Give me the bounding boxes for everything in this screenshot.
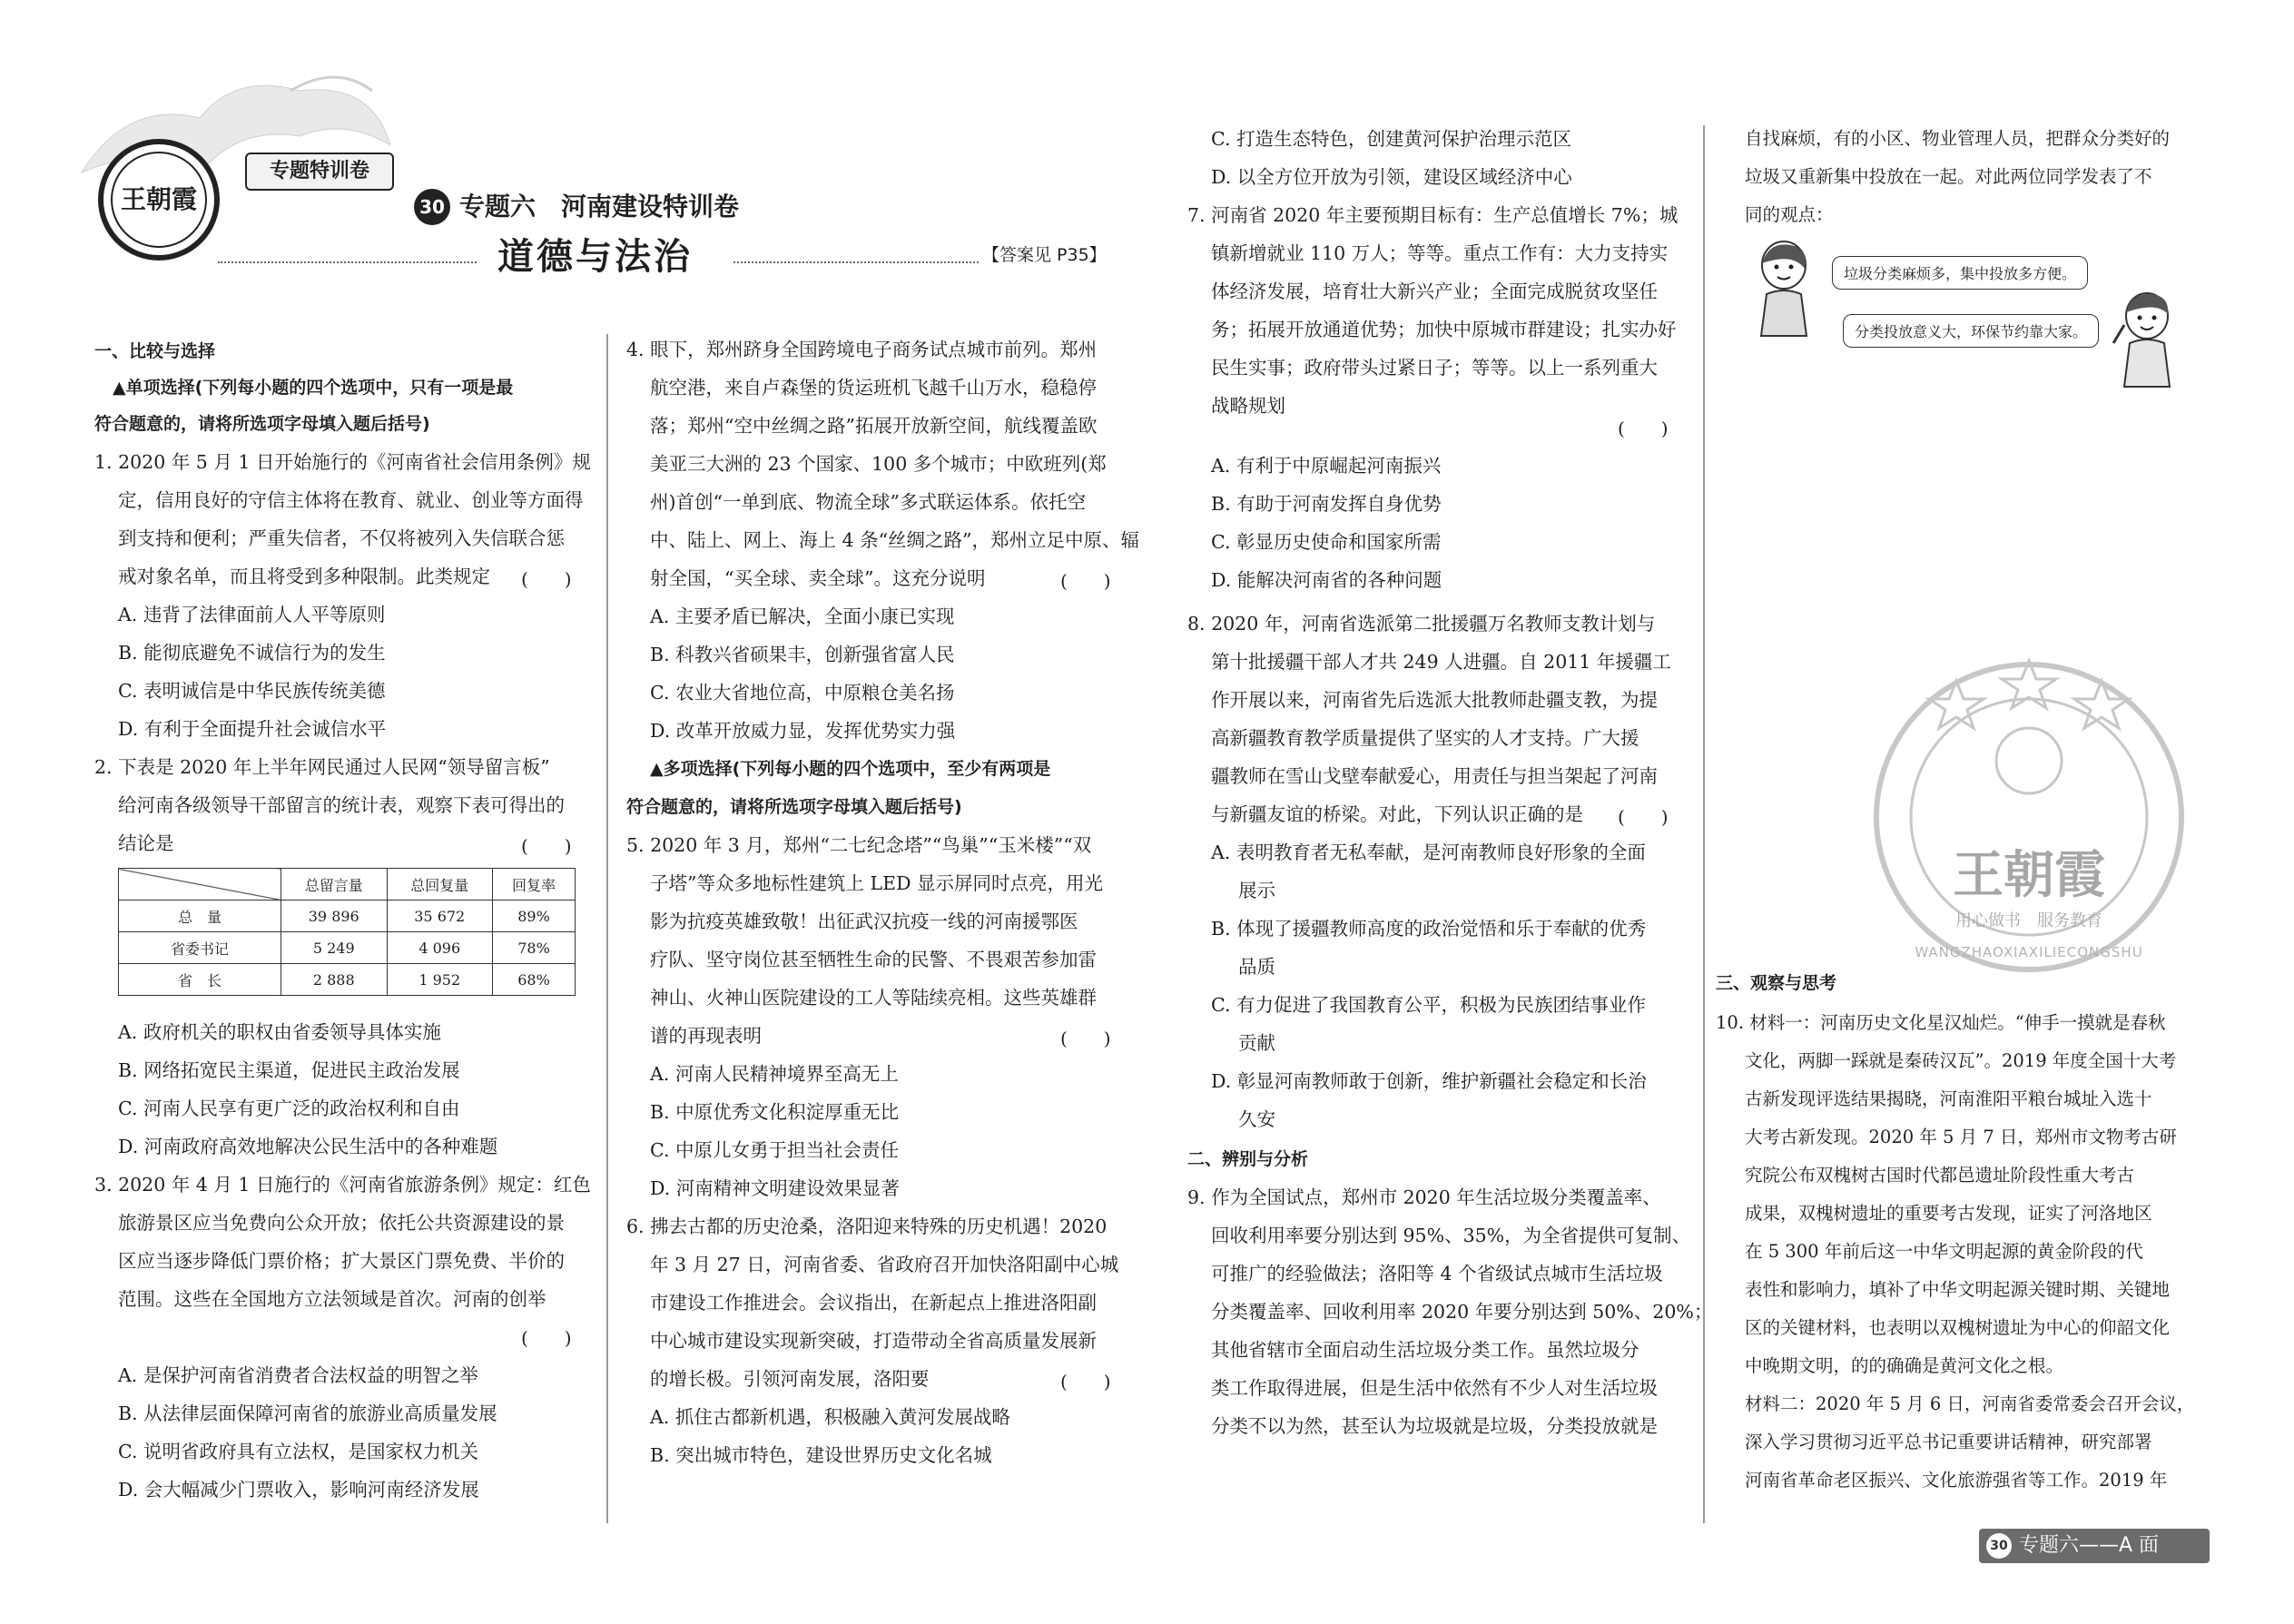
- question-text: 与新疆友谊的桥梁。对此，下列认识正确的是: [1211, 803, 1583, 825]
- option: B. 网络拓宽民主渠道，促进民主政治发展: [118, 1059, 460, 1081]
- table-cell: 1 952: [387, 964, 493, 996]
- answer-bracket[interactable]: ( ): [521, 835, 572, 857]
- option: 贡献: [1238, 1032, 1275, 1054]
- option: B. 科教兴省硕果丰，创新强省富人民: [650, 644, 955, 665]
- option: A. 是保护河南省消费者合法权益的明智之举: [118, 1364, 478, 1386]
- question-text: 中心城市建设实现新突破，打造带动全省高质量发展新: [650, 1330, 1097, 1352]
- table-cell: 78%: [493, 932, 576, 964]
- question-text: 究院公布双槐树古国时代都邑遗址阶段性重大考古: [1745, 1165, 2135, 1186]
- question-text: 分类覆盖率、回收利用率 2020 年要分别达到 50%、20%；: [1211, 1301, 1713, 1323]
- question-text: 民生实事；政府带头过紧日子；等等。以上一系列重大: [1211, 357, 1658, 379]
- question-text: 美亚三大洲的 23 个国家、100 多个城市；中欧班列(郑: [650, 453, 1107, 475]
- question-text: 4. 眼下，郑州跻身全国跨境电子商务试点城市前列。郑州: [626, 339, 1098, 360]
- option: A. 抓住古都新机遇，积极融入黄河发展战略: [650, 1406, 1010, 1428]
- answer-bracket[interactable]: ( ): [1618, 418, 1669, 439]
- question-text: 体经济发展，培育壮大新兴产业；全面完成脱贫攻坚任: [1211, 281, 1658, 302]
- option: D. 有利于全面提升社会诚信水平: [118, 718, 387, 740]
- option: C. 农业大省地位高，中原粮仓美名扬: [650, 682, 955, 704]
- option: A. 违背了法律面前人人平等原则: [118, 604, 386, 625]
- question-text: 第十批援疆干部人才共 249 人进疆。自 2011 年援疆工: [1211, 651, 1671, 673]
- question-text: 同的观点：: [1745, 204, 1834, 225]
- question-text: 中、陆上、网上、海上 4 条“丝绸之路”，郑州立足中原、辐: [650, 529, 1140, 551]
- question-text: 结论是: [118, 832, 174, 854]
- answer-bracket[interactable]: ( ): [521, 1327, 572, 1349]
- question-text: 疗队、坚守岗位甚至牺牲生命的民警、不畏艰苦参加雷: [650, 949, 1097, 970]
- question-text: 2. 下表是 2020 年上半年网民通过人民网“领导留言板”: [94, 756, 550, 778]
- section-heading: 一、比较与选择: [94, 341, 216, 361]
- answer-bracket[interactable]: ( ): [521, 568, 572, 590]
- question-text: 的增长极。引领河南发展，洛阳要: [650, 1368, 930, 1390]
- speech-bubble: 垃圾分类麻烦多，集中投放多方便。: [1832, 256, 2088, 290]
- question-text: 高新疆教育教学质量提供了坚实的人才支持。广大援: [1211, 727, 1639, 749]
- question-text: 文化，两脚一踩就是秦砖汉瓦”。2019 年度全国十大考: [1745, 1050, 2177, 1071]
- question-text: 类工作取得进展，但是生活中依然有不少人对生活垃圾: [1211, 1377, 1658, 1399]
- footer-label: 专题六——A 面: [2019, 1534, 2160, 1557]
- brand-watermark-seal: [1866, 654, 2192, 980]
- dotted-rule-left: [218, 261, 477, 263]
- table-cell: 总 量: [119, 901, 281, 932]
- option: C. 表明诚信是中华民族传统美德: [118, 680, 386, 702]
- question-text: 大考古新发现。2020 年 5 月 7 日，郑州市文物考古研: [1745, 1127, 2177, 1147]
- option: 久安: [1238, 1108, 1275, 1130]
- option: C. 打造生态特色，创建黄河保护治理示范区: [1211, 128, 1571, 150]
- page-footer: [1979, 1529, 2210, 1563]
- topic-number-badge: 30: [414, 189, 450, 225]
- table-header: 回复率: [493, 869, 576, 901]
- question-text: 分类不以为然，甚至认为垃圾就是垃圾，分类投放就是: [1211, 1415, 1658, 1437]
- question-text: 给河南各级领导干部留言的统计表，观察下表可得出的: [118, 794, 565, 816]
- question-text: 10. 材料一：河南历史文化星汉灿烂。“伸手一摸就是春秋: [1716, 1012, 2166, 1033]
- badge-label: 专题特训卷: [245, 153, 394, 191]
- question-text: 市建设工作推进会。会议指出，在新起点上推进洛阳副: [650, 1292, 1097, 1314]
- option: B. 中原优秀文化积淀厚重无比: [650, 1101, 900, 1123]
- answer-bracket[interactable]: ( ): [1618, 806, 1669, 828]
- answer-reference: 【答案见 P35】: [982, 245, 1107, 265]
- option: 品质: [1238, 956, 1275, 978]
- question-text: 年 3 月 27 日，河南省委、省政府召开加快洛阳副中心城: [650, 1254, 1119, 1275]
- speech-bubble: 分类投放意义大，环保节约靠大家。: [1843, 314, 2099, 348]
- table-cell: 4 096: [387, 932, 493, 964]
- student-boy-illustration: [2106, 289, 2188, 389]
- table-row: [119, 901, 576, 932]
- option: A. 政府机关的职权由省委领导具体实施: [118, 1021, 441, 1043]
- question-text: 影为抗疫英雄致敬！出征武汉抗疫一线的河南援鄂医: [650, 910, 1078, 932]
- table-cell: 89%: [493, 901, 576, 932]
- answer-bracket[interactable]: ( ): [1060, 1371, 1111, 1393]
- table-row: [119, 964, 576, 996]
- question-text: 射全国，“买全球、卖全球”。这充分说明: [650, 567, 986, 589]
- table-header: 总回复量: [387, 869, 493, 901]
- option: B. 突出城市特色，建设世界历史文化名城: [650, 1444, 992, 1466]
- table-corner-cell: [119, 869, 281, 901]
- table-cell: 2 888: [281, 964, 388, 996]
- option: D. 河南精神文明建设效果显著: [650, 1177, 900, 1199]
- option: C. 河南人民享有更广泛的政治权利和自由: [118, 1097, 460, 1119]
- question-text: 镇新增就业 110 万人；等等。重点工作有：大力支持实: [1211, 242, 1669, 264]
- option: B. 体现了援疆教师高度的政治觉悟和乐于奉献的优秀: [1211, 918, 1647, 940]
- question-text: 5. 2020 年 3 月，郑州“二七纪念塔”“鸟巢”“玉米楼”“双: [626, 834, 1092, 856]
- option: A. 表明教育者无私奉献，是河南教师良好形象的全面: [1211, 842, 1646, 863]
- question-text: 垃圾又重新集中投放在一起。对此两位同学发表了不: [1745, 166, 2152, 187]
- table-cell: 39 896: [281, 901, 388, 932]
- instruction: ▲单项选择(下列每小题的四个选项中，只有一项是最: [113, 378, 514, 398]
- question-text: 落；郑州“空中丝绸之路”拓展开放新空间，航线覆盖欧: [650, 415, 1098, 437]
- question-text: 在 5 300 年前后这一中华文明起源的黄金阶段的代: [1745, 1241, 2143, 1262]
- option: D. 会大幅减少门票收入，影响河南经济发展: [118, 1479, 479, 1501]
- answer-bracket[interactable]: ( ): [1060, 1028, 1111, 1049]
- option: C. 说明省政府具有立法权，是国家权力机关: [118, 1441, 478, 1462]
- question-text: 区的关键材料，也表明以双槐树遗址为中心的仰韶文化: [1745, 1317, 2171, 1338]
- question-text: 戒对象名单，而且将受到多种限制。此类规定: [118, 566, 490, 587]
- question-text: 深入学习贯彻习近平总书记重要讲话精神，研究部署: [1745, 1432, 2152, 1452]
- column-divider: [606, 334, 608, 1523]
- question-text: 区应当逐步降低门票价格；扩大景区门票免费、半价的: [118, 1250, 565, 1272]
- question-text: 范围。这些在全国地方立法领域是首次。河南的创举: [118, 1288, 546, 1310]
- option: D. 以全方位开放为引领，建设区域经济中心: [1211, 166, 1572, 188]
- table-cell: 5 249: [281, 932, 388, 964]
- question-text: 9. 作为全国试点，郑州市 2020 年生活垃圾分类覆盖率、: [1187, 1186, 1661, 1208]
- student-girl-illustration: [1743, 238, 1825, 338]
- question-text: 可推广的经验做法；洛阳等 4 个省级试点城市生活垃圾: [1211, 1263, 1663, 1284]
- question-text: 中晚期文明，的的确确是黄河文化之根。: [1745, 1355, 2064, 1376]
- watermark-ring-text: WANGZHAOXIAXILIECONGSHU: [1915, 944, 2143, 960]
- option: D. 能解决河南省的各种问题: [1211, 569, 1442, 591]
- question-text: 作开展以来，河南省先后选派大批教师赴疆支教，为提: [1211, 689, 1658, 711]
- option: A. 主要矛盾已解决，全面小康已实现: [650, 605, 955, 627]
- option: B. 从法律层面保障河南省的旅游业高质量发展: [118, 1403, 497, 1424]
- question-text: 航空港，来自卢森堡的货运班机飞越千山万水，稳稳停: [650, 377, 1097, 399]
- question-text: 8. 2020 年，河南省选派第二批援疆万名教师支教计划与: [1187, 613, 1656, 635]
- option: D. 改革开放威力显，发挥优势实力强: [650, 720, 956, 742]
- table-cell: 省委书记: [119, 932, 281, 964]
- instruction: 符合题意的，请将所选项字母填入题后括号): [94, 414, 430, 434]
- answer-bracket[interactable]: ( ): [1060, 570, 1111, 592]
- question-text: 神山、火神山医院建设的工人等陆续亮相。这些英雄群: [650, 987, 1097, 1009]
- question-text: 表性和影响力，填补了中华文明起源关键时期、关键地: [1745, 1279, 2171, 1300]
- question-text: 6. 拂去古都的历史沧桑，洛阳迎来特殊的历史机遇！2020: [626, 1216, 1108, 1237]
- footer-number-badge: 30: [1986, 1533, 2012, 1559]
- subject-title: 道德与法治: [497, 236, 693, 278]
- question-text: 到支持和便利；严重失信者，不仅将被列入失信联合惩: [118, 527, 565, 549]
- table-header: 总留言量: [281, 869, 388, 901]
- option: C. 彰显历史使命和国家所需: [1211, 531, 1442, 553]
- question-text: 谱的再现表明: [650, 1025, 762, 1047]
- question-text: 1. 2020 年 5 月 1 日开始施行的《河南省社会信用条例》规: [94, 451, 591, 473]
- question-text: 务；拓展开放通道优势；加快中原城市群建设；扎实办好: [1211, 319, 1677, 340]
- question-text: 7. 河南省 2020 年主要预期目标有：生产总值增长 7%；城: [1187, 204, 1679, 226]
- option: C. 中原儿女勇于担当社会责任: [650, 1139, 899, 1161]
- question-text: 3. 2020 年 4 月 1 日施行的《河南省旅游条例》规定：红色: [94, 1174, 591, 1196]
- dotted-rule-right: [733, 261, 979, 263]
- question-text: 州)首创“一单到底、物流全球”多式联运体系。依托空: [650, 491, 1086, 513]
- question-text: 战略规划: [1211, 395, 1285, 417]
- table-cell: 35 672: [387, 901, 493, 932]
- table-cell: 68%: [493, 964, 576, 996]
- option: 展示: [1238, 880, 1275, 901]
- question-text: 成果，双槐树遗址的重要考古发现，证实了河洛地区: [1745, 1203, 2152, 1224]
- question-text: 子塔”等众多地标性建筑上 LED 显示屏同时点亮，用光: [650, 872, 1104, 894]
- table-cell: 省 长: [119, 964, 281, 996]
- option: D. 河南政府高效地解决公民生活中的各种难题: [118, 1136, 498, 1157]
- table-header-row: [119, 869, 576, 901]
- question-text: 旅游景区应当免费向公众开放；依托公共资源建设的景: [118, 1212, 565, 1234]
- question-text: 定，信用良好的守信主体将在教育、就业、创业等方面得: [118, 489, 584, 511]
- option: A. 有利于中原崛起河南振兴: [1211, 455, 1442, 477]
- stats-table: [118, 868, 576, 996]
- question-text: 古新发现评选结果揭晓，河南淮阳平粮台城址入选十: [1745, 1088, 2152, 1109]
- table-row: [119, 932, 576, 964]
- option: C. 有力促进了我国教育公平，积极为民族团结事业作: [1211, 994, 1646, 1016]
- section-heading: 三、观察与思考: [1716, 973, 1837, 993]
- brand-logo-text: 王朝霞: [120, 184, 197, 214]
- question-text: 河南省革命老区振兴、文化旅游强省等工作。2019 年: [1745, 1470, 2168, 1491]
- question-text: 回收利用率要分别达到 95%、35%，为全省提供可复制、: [1211, 1225, 1691, 1246]
- instruction: ▲多项选择(下列每小题的四个选项中，至少有两项是: [650, 759, 1051, 779]
- option: B. 能彻底避免不诚信行为的发生: [118, 642, 386, 664]
- question-text: 其他省辖市全面启动生活垃圾分类工作。虽然垃圾分: [1211, 1339, 1639, 1361]
- question-text: 自找麻烦，有的小区、物业管理人员，把群众分类好的: [1745, 128, 2171, 149]
- watermark-name: 王朝霞: [1953, 845, 2105, 905]
- section-heading: 二、辨别与分析: [1187, 1149, 1309, 1169]
- instruction: 符合题意的，请将所选项字母填入题后括号): [626, 797, 962, 817]
- question-text: 疆教师在雪山戈壁奉献爱心，用责任与担当架起了河南: [1211, 765, 1658, 787]
- option: A. 河南人民精神境界至高无上: [650, 1063, 899, 1085]
- question-text: 材料二：2020 年 5 月 6 日，河南省委常委会召开会议，: [1745, 1393, 2195, 1414]
- topic-title: 专题六 河南建设特训卷: [459, 192, 740, 221]
- option: B. 有助于河南发挥自身优势: [1211, 493, 1442, 515]
- watermark-slogan: 用心做书 服务教育: [1955, 911, 2102, 930]
- option: D. 彰显河南教师敢于创新，维护新疆社会稳定和长治: [1211, 1070, 1647, 1092]
